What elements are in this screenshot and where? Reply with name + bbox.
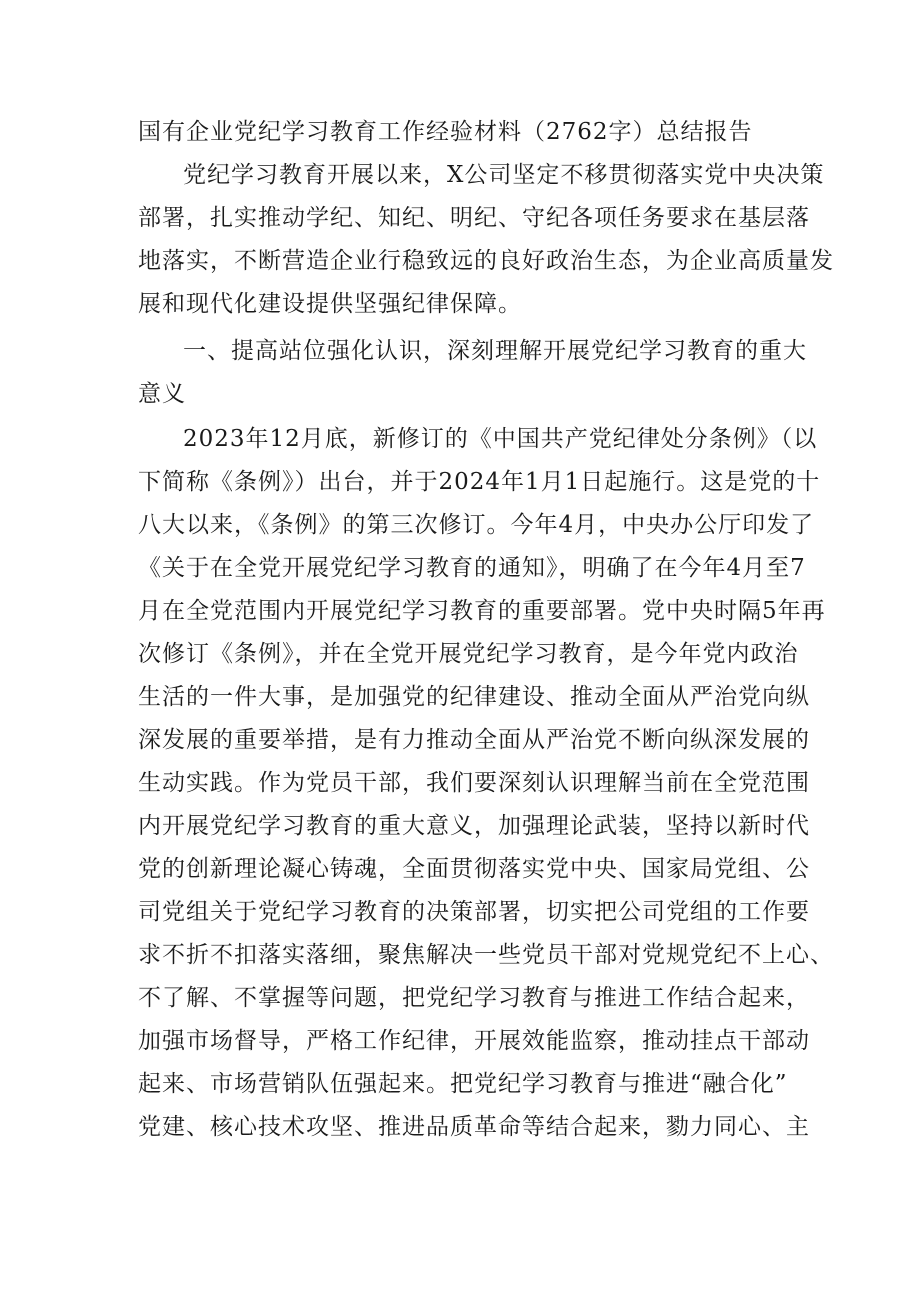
paragraph-1-line-1: 党纪学习教育开展以来，X公司坚定不移贯彻落实党中央决策 — [183, 162, 825, 188]
paragraph-2-line-4: 《关于在全党开展党纪学习教育的通知》，明确了在今年4月至7 — [138, 555, 806, 581]
paragraph-1-line-2: 部署，扎实推动学纪、知纪、明纪、守纪各项任务要求在基层落 — [138, 205, 810, 231]
paragraph-2-line-14: 不了解、不掌握等问题，把党纪学习教育与推进工作结合起来， — [138, 985, 810, 1011]
paragraph-2-line-6: 次修订《条例》，并在全党开展党纪学习教育，是今年党内政治 — [138, 641, 799, 667]
paragraph-2-line-16: 起来、市场营销队伍强起来。把党纪学习教育与推进“融合化” — [138, 1071, 788, 1097]
paragraph-1-line-3: 地落实，不断营造企业行稳致远的良好政治生态，为企业高质量发 — [138, 248, 834, 274]
paragraph-2-line-8: 深发展的重要举措，是有力推动全面从严治党不断向纵深发展的 — [138, 727, 810, 753]
paragraph-2-line-5: 月在全党范围内开展党纪学习教育的重要部署。党中央时隔5年再 — [138, 598, 826, 624]
paragraph-2-line-9: 生动实践。作为党员干部，我们要深刻认识理解当前在全党范围 — [138, 770, 810, 796]
paragraph-2-line-1: 2023年12月底，新修订的《中国共产党纪律处分条例》（以 — [183, 426, 818, 452]
paragraph-2-line-12: 司党组关于党纪学习教育的决策部署，切实把公司党组的工作要 — [138, 899, 810, 925]
section-heading-1-line-2: 意义 — [138, 381, 186, 407]
paragraph-2-line-11: 党的创新理论凝心铸魂，全面贯彻落实党中央、国家局党组、公 — [138, 856, 810, 882]
paragraph-2-line-15: 加强市场督导，严格工作纪律，开展效能监察，推动挂点干部动 — [138, 1028, 810, 1054]
paragraph-2-line-17: 党建、核心技术攻坚、推进品质革命等结合起来，勠力同心、主 — [138, 1114, 810, 1140]
paragraph-2-line-3: 八大以来，《条例》的第三次修订。今年4月，中央办公厅印发了 — [138, 512, 815, 538]
paragraph-2-line-2: 下简称《条例》）出台，并于2024年1月1日起施行。这是党的十 — [138, 469, 821, 495]
paragraph-1-line-4: 展和现代化建设提供坚强纪律保障。 — [138, 291, 522, 317]
paragraph-2-line-10: 内开展党纪学习教育的重大意义，加强理论武装，坚持以新时代 — [138, 813, 810, 839]
paragraph-2-line-13: 求不折不扣落实落细，聚焦解决一些党员干部对党规党纪不上心、 — [138, 942, 834, 968]
document-title: 国有企业党纪学习教育工作经验材料（2762字）总结报告 — [138, 119, 753, 145]
section-heading-1-line-1: 一、提高站位强化认识，深刻理解开展党纪学习教育的重大 — [183, 338, 807, 364]
paragraph-2-line-7: 生活的一件大事，是加强党的纪律建设、推动全面从严治党向纵 — [138, 684, 810, 710]
